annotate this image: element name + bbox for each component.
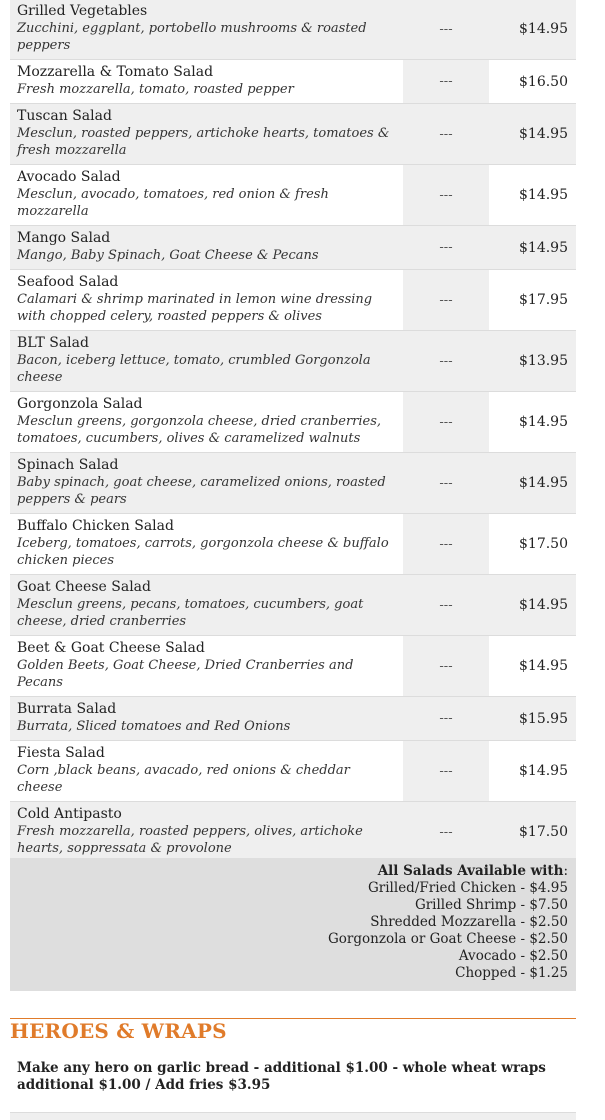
- table-row: [10, 104, 576, 165]
- half-price: ---: [403, 60, 489, 104]
- table-row: [10, 270, 576, 331]
- half-price: ---: [403, 392, 489, 453]
- item-price: $17.50: [489, 514, 576, 575]
- table-row: [10, 331, 576, 392]
- table-row: [10, 514, 576, 575]
- half-price: ---: [403, 636, 489, 697]
- half-price: ---: [403, 802, 489, 863]
- item-price: $14.95: [489, 0, 576, 60]
- item-cell: [10, 575, 403, 636]
- item-name: Gorgonzola Salad: [17, 396, 143, 412]
- item-name: Buffalo Chicken Salad: [17, 518, 174, 534]
- item-cell: [10, 741, 403, 802]
- item-name: Mozzarella & Tomato Salad: [17, 64, 214, 80]
- item-description: Mesclun, avocado, tomatoes, red onion & fresh mozzarella: [17, 187, 329, 219]
- addon-item: Chopped - $1.25: [455, 965, 568, 981]
- salad-menu-table: [10, 0, 576, 863]
- item-name: Beet & Goat Cheese Salad: [17, 640, 205, 656]
- item-name: Cold Antipasto: [17, 806, 122, 822]
- half-price: ---: [403, 575, 489, 636]
- section-title-heroes-wraps: HEROES & WRAPS: [10, 1019, 227, 1043]
- salad-rows: [10, 0, 576, 863]
- item-cell: [10, 165, 403, 226]
- addons-title-colon: :: [563, 863, 568, 879]
- item-name: BLT Salad: [17, 335, 89, 351]
- item-price: $14.95: [489, 636, 576, 697]
- half-price: ---: [403, 104, 489, 165]
- item-price: $14.95: [489, 741, 576, 802]
- addon-item: Avocado - $2.50: [458, 948, 568, 964]
- item-name: Spinach Salad: [17, 457, 119, 473]
- item-price: $14.95: [489, 104, 576, 165]
- item-price: $13.95: [489, 331, 576, 392]
- item-description: Mesclun greens, gorgonzola cheese, dried cranberries, tomatoes, cucumbers, olives & caramelized walnuts: [17, 414, 382, 446]
- item-cell: [10, 331, 403, 392]
- half-price: ---: [403, 270, 489, 331]
- item-description: Mesclun, roasted peppers, artichoke hearts, tomatoes & fresh mozzarella: [17, 126, 390, 158]
- table-row: [10, 60, 576, 104]
- half-price: ---: [403, 165, 489, 226]
- table-row-partial: [10, 1112, 576, 1120]
- item-cell: [10, 60, 403, 104]
- salad-addons-box: [10, 858, 576, 991]
- item-description: Baby spinach, goat cheese, caramelized onions, roasted peppers & pears: [17, 475, 386, 507]
- item-price: $15.95: [489, 697, 576, 741]
- addons-heading: [10, 863, 568, 880]
- table-row: [10, 392, 576, 453]
- half-price: ---: [403, 741, 489, 802]
- heroes-note: Make any hero on garlic bread - additional $1.00 - whole wheat wraps additional $1.00 / Add fries $3.95: [17, 1060, 546, 1093]
- item-price: $14.95: [489, 453, 576, 514]
- addons-title: All Salads Available with: [377, 863, 564, 879]
- half-price: ---: [403, 514, 489, 575]
- item-description: Corn ,black beans, avacado, red onions & cheddar cheese: [17, 763, 350, 795]
- table-row: [10, 697, 576, 741]
- item-cell: [10, 104, 403, 165]
- item-name: Seafood Salad: [17, 274, 119, 290]
- item-description: Fresh mozzarella, roasted peppers, olives, artichoke hearts, soppressata & provolone: [17, 824, 363, 856]
- item-price: $14.95: [489, 575, 576, 636]
- item-price: $14.95: [489, 226, 576, 270]
- item-cell: [10, 453, 403, 514]
- item-cell: [10, 636, 403, 697]
- item-price: $16.50: [489, 60, 576, 104]
- table-row: [10, 165, 576, 226]
- table-row: [10, 226, 576, 270]
- table-row: [10, 802, 576, 863]
- table-row: [10, 636, 576, 697]
- addon-item: Grilled/Fried Chicken - $4.95: [368, 880, 568, 896]
- item-price: $14.95: [489, 392, 576, 453]
- item-cell: [10, 226, 403, 270]
- item-description: Calamari & shrimp marinated in lemon wine dressing with chopped celery, roasted peppers & olives: [17, 292, 373, 324]
- half-price: ---: [403, 453, 489, 514]
- half-price: ---: [403, 0, 489, 60]
- item-description: Mango, Baby Spinach, Goat Cheese & Pecans: [17, 248, 319, 263]
- item-price: $17.95: [489, 270, 576, 331]
- item-cell: [10, 392, 403, 453]
- addon-item: Grilled Shrimp - $7.50: [414, 897, 568, 913]
- item-price: $14.95: [489, 165, 576, 226]
- item-name: Fiesta Salad: [17, 745, 105, 761]
- item-name: Mango Salad: [17, 230, 111, 246]
- half-price: ---: [403, 697, 489, 741]
- item-cell: [10, 270, 403, 331]
- item-description: Golden Beets, Goat Cheese, Dried Cranberries and Pecans: [17, 658, 354, 690]
- item-name: Tuscan Salad: [17, 108, 112, 124]
- item-name: Avocado Salad: [17, 169, 121, 185]
- item-description: Zucchini, eggplant, portobello mushrooms & roasted peppers: [17, 21, 367, 53]
- table-row: [10, 741, 576, 802]
- item-name: Burrata Salad: [17, 701, 117, 717]
- item-name: Goat Cheese Salad: [17, 579, 151, 595]
- item-description: Mesclun greens, pecans, tomatoes, cucumbers, goat cheese, dried cranberries: [17, 597, 364, 629]
- half-price: ---: [403, 226, 489, 270]
- item-cell: [10, 514, 403, 575]
- item-description: Iceberg, tomatoes, carrots, gorgonzola cheese & buffalo chicken pieces: [17, 536, 389, 568]
- item-cell: [10, 0, 403, 60]
- item-description: Bacon, iceberg lettuce, tomato, crumbled Gorgonzola cheese: [17, 353, 371, 385]
- table-row: [10, 575, 576, 636]
- item-cell: [10, 697, 403, 741]
- item-cell: [10, 802, 403, 863]
- addon-item: Shredded Mozzarella - $2.50: [370, 914, 568, 930]
- item-price: $17.50: [489, 802, 576, 863]
- item-description: Burrata, Sliced tomatoes and Red Onions: [17, 719, 291, 734]
- table-row: [10, 0, 576, 60]
- table-row: [10, 453, 576, 514]
- item-description: Fresh mozzarella, tomato, roasted pepper: [17, 82, 294, 97]
- addon-item: Gorgonzola or Goat Cheese - $2.50: [328, 931, 568, 947]
- item-name: Grilled Vegetables: [17, 3, 148, 19]
- half-price: ---: [403, 331, 489, 392]
